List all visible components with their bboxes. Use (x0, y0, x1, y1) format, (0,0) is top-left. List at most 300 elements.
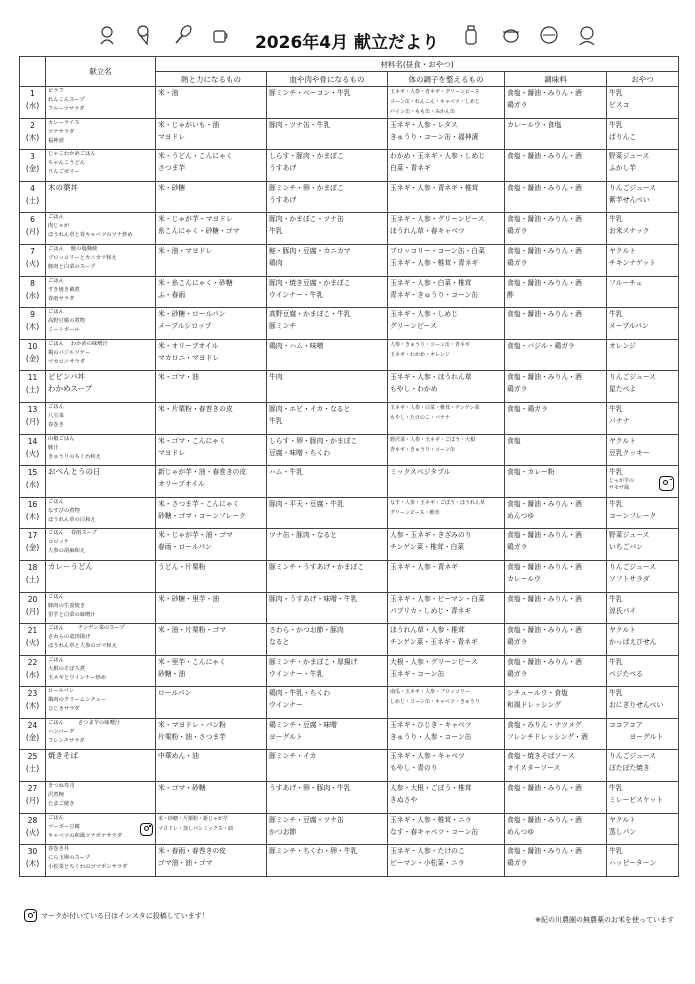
text-line: 玉ネギ・人参・ほうれん草 (390, 373, 472, 382)
text-line: わかめスープ (48, 384, 93, 394)
day-number: 24 (27, 720, 38, 730)
energy-cell (156, 592, 267, 624)
body-cell (388, 718, 505, 750)
dish-header: 献立名 (46, 57, 156, 87)
text-line: 鶏ガラ (507, 101, 528, 109)
text-line: ごはん (48, 814, 64, 821)
body-cell (388, 244, 505, 276)
dish-cell (46, 434, 156, 466)
text-line: ミートボール (48, 327, 80, 334)
dish-cell (46, 339, 156, 371)
text-line: 牛乳 (609, 404, 623, 413)
seasoning-cell (505, 687, 607, 719)
body-cell (388, 181, 505, 213)
text-line: うすあげ・卵・豚肉・牛乳 (269, 784, 351, 793)
text-line: 豚汁 (48, 444, 59, 451)
seasoning-cell (505, 529, 607, 561)
text-line: 鮭・豚肉・豆腐・カニカマ (269, 246, 351, 255)
snack-cell (607, 371, 679, 403)
weekday: (木) (25, 132, 40, 142)
text-line: ごはん チンゲン菜のスープ (48, 625, 125, 632)
menu-row (20, 308, 679, 340)
text-line: 鶏ガラ (507, 638, 528, 647)
seasoning-cell (505, 308, 607, 340)
menu-row (20, 529, 679, 561)
text-line: 春雨・ロールパン (158, 543, 212, 552)
ingredients-header: 材料名(昼食・おやつ) (156, 57, 679, 72)
day-number: 30 (27, 847, 38, 857)
text-line: カレーうどん (48, 561, 93, 571)
blood-cell (267, 624, 388, 656)
day-cell (20, 718, 46, 750)
text-line: マカロニ・マヨドレ (158, 353, 220, 362)
seasoning-cell (505, 434, 607, 466)
blood-cell (267, 402, 388, 434)
text-line: ビスコ (609, 101, 630, 109)
text-line: 食塩・醤油・みりん・酒 (507, 657, 582, 666)
text-line: 豚ミンチ・イカ (269, 752, 317, 761)
menu-row (20, 655, 679, 687)
text-line: 牛乳 (609, 120, 623, 129)
text-line: ブロッコリー・コーン缶・白菜 (390, 246, 485, 255)
energy-cell (156, 782, 267, 814)
energy-cell (156, 750, 267, 782)
day-number: 1 (30, 89, 35, 98)
snack-cell (607, 244, 679, 276)
dish-cell (46, 845, 156, 877)
menu-row (20, 371, 679, 403)
dish-cell (46, 244, 156, 276)
snack-cell (607, 687, 679, 719)
text-line: 牛乳 (609, 847, 623, 856)
snack-cell (607, 497, 679, 529)
blood-cell (267, 845, 388, 877)
text-line: 山椒ごはん (48, 435, 75, 442)
day-number: 3 (30, 152, 35, 162)
weekday: (金) (25, 164, 40, 174)
text-line: ほうれん草と春キャベツのツナ炒め (48, 232, 133, 239)
text-line: チンゲン菜・椎茸・白菜 (390, 543, 465, 552)
weekday: (水) (25, 669, 40, 679)
blood-cell (267, 371, 388, 403)
text-line: コーンフレーク (609, 511, 657, 520)
day-number: 9 (30, 310, 35, 320)
text-line: 玉ネギ・人参・グリーンピース (390, 215, 485, 224)
energy-cell (156, 718, 267, 750)
text-line: 米・油・片栗粉・ゴマ (158, 626, 226, 635)
text-line: 食塩・バジル・鶏ガラ (507, 341, 575, 350)
menu-row (20, 718, 679, 750)
blood-cell (267, 529, 388, 561)
text-line: ハム・牛乳 (269, 468, 303, 477)
seasoning-cell (505, 118, 607, 150)
day-number: 11 (27, 373, 38, 383)
text-line: れんこんスープ (48, 97, 85, 103)
text-line: キャベツの和風ツナポテサラダ (48, 832, 123, 839)
weekday: (火) (25, 638, 40, 648)
text-line: ベジたべる (609, 669, 643, 678)
text-line: 鶏肉のクリームシチュー (48, 697, 107, 704)
basket-icon (538, 24, 560, 46)
seasoning-cell (505, 655, 607, 687)
energy-cell (156, 845, 267, 877)
day-cell (20, 750, 46, 782)
text-line: 米・油・マヨドレ (158, 246, 213, 255)
text-line: 鶏ガラ (507, 859, 528, 868)
text-line: 玉ネギ・人参・レタス (390, 120, 458, 129)
energy-header: 熱と力になるもの (156, 72, 267, 87)
body-cell (388, 624, 505, 656)
seasoning-cell (505, 624, 607, 656)
text-line: オイスターソース (507, 764, 561, 773)
text-line: 米・じゃが芋・マヨドレ (158, 215, 233, 224)
dish-cell (46, 181, 156, 213)
text-line: 豚ミンチ・豆腐・ツナ缶 (269, 815, 344, 824)
text-line: きつね寿司 (48, 783, 75, 790)
text-line: 豚肉・うすあげ・味噌・牛乳 (269, 594, 358, 603)
energy-cell (156, 402, 267, 434)
text-line: 玉ネギ・人参・青ネギ・椎茸 (390, 183, 479, 192)
text-line: 砂糖・ゴマ・コーンフレーク (158, 511, 246, 520)
bottle-icon (460, 24, 482, 46)
blood-cell (267, 87, 388, 119)
snack-cell (607, 434, 679, 466)
text-line: 米・砂糖・里芋・油 (158, 594, 220, 603)
text-line: 福神漬 (48, 137, 64, 144)
footer-rice-note: ※紀の川農園の無農薬のお米を使っています (535, 916, 674, 924)
text-line: 鶏ガラ (507, 258, 528, 267)
menu-row (20, 845, 679, 877)
text-line: 鶏肉・ハム・味噌 (269, 341, 324, 350)
menu-row (20, 244, 679, 276)
day-cell (20, 624, 46, 656)
body-cell (388, 782, 505, 814)
text-line: きゅうり・コーン缶・福神漬 (390, 132, 479, 141)
text-line: 星たべよ (609, 385, 637, 394)
menu-row (20, 118, 679, 150)
text-line: 牛乳 (609, 468, 623, 477)
text-line: 食塩・醤油・みりん・酒 (507, 815, 582, 824)
day-cell (20, 466, 46, 498)
dish-cell (46, 718, 156, 750)
text-line: 人参の胡麻和え (48, 548, 86, 555)
text-line: なすびの煮物 (48, 507, 80, 514)
blood-cell (267, 750, 388, 782)
text-line: 焼きそば (48, 751, 78, 761)
text-line: 米・片栗粉・春巻きの皮 (158, 404, 233, 413)
text-line: ゴマ油・油・ゴマ (158, 859, 213, 868)
text-line: 食塩・醤油・みりん・酒 (507, 152, 582, 161)
day-number: 10 (27, 341, 38, 351)
text-line: 食塩・醤油・みりん・酒 (507, 215, 582, 224)
menu-row (20, 150, 679, 182)
snack-cell (607, 813, 679, 845)
text-line: 人参・大根・ごぼう・椎茸 (390, 784, 472, 793)
day-number: 17 (27, 531, 38, 541)
weekday: (土) (25, 385, 40, 395)
day-cell (20, 655, 46, 687)
energy-cell (156, 213, 267, 245)
text-line: 米・さつま芋・こんにゃく (158, 499, 240, 508)
text-line: 食塩・醤油・みりん・酒 (507, 183, 582, 192)
text-line: なると (269, 638, 290, 647)
text-line: シチュールウ・食塩 (507, 689, 568, 698)
text-line: 米・マヨドレ・パン粉 (158, 720, 226, 729)
energy-cell (156, 466, 267, 498)
text-line: 牛乳 (269, 227, 283, 236)
day-number: 27 (27, 784, 38, 794)
text-line: マヨドレ (158, 132, 186, 141)
text-line: パプリカ・しめじ・青ネギ (390, 606, 472, 615)
text-line: フルーツサラダ (48, 106, 85, 112)
text-line: 食塩・醤油・みりん・酒 (507, 310, 582, 319)
text-line: 鶏肉・牛乳・ちくわ (269, 689, 331, 698)
weekday: (金) (25, 732, 40, 742)
text-line: 涼氏パイ (609, 606, 637, 615)
snack-cell (607, 782, 679, 814)
blood-cell (267, 213, 388, 245)
text-line: ココアコア (609, 720, 643, 729)
text-line: 豚肉・ツナ缶・牛乳 (269, 120, 331, 129)
snack-cell (607, 592, 679, 624)
text-line: ソフトサラダ (609, 574, 650, 583)
text-line: 豚ミンチ (269, 322, 297, 331)
text-line: すき焼き風煮 (48, 286, 80, 293)
menu-row (20, 687, 679, 719)
text-line: ぱりんこ (609, 132, 637, 141)
day-number: 6 (30, 215, 35, 225)
text-line: グリーンピース・椎茸 (390, 509, 440, 516)
text-line: 米・砂糖 (158, 183, 186, 192)
text-line: 豚肉の生姜焼き (48, 602, 86, 609)
text-line: りんごジュース (609, 373, 657, 382)
snack-cell (607, 213, 679, 245)
seasoning-cell (505, 782, 607, 814)
text-line: ブロッコリーとカニカマ和え (48, 254, 117, 261)
text-line: 豚ミンチ・ベーコン・牛乳 (269, 89, 351, 97)
snack-cell (607, 308, 679, 340)
body-cell (388, 308, 505, 340)
day-cell (20, 434, 46, 466)
menu-row (20, 434, 679, 466)
body-cell (388, 466, 505, 498)
energy-cell (156, 308, 267, 340)
day-cell (20, 402, 46, 434)
text-line: きゅうり・人参・コーン缶 (390, 732, 472, 741)
day-cell (20, 845, 46, 877)
weekday: (土) (25, 195, 40, 205)
blood-cell (267, 181, 388, 213)
snack-cell (607, 624, 679, 656)
text-line: りんごジュース (609, 183, 657, 192)
text-line: 食塩・カレー粉 (507, 468, 555, 477)
text-line: 糸こんにゃく・砂糖・ゴマ (158, 227, 240, 236)
text-line: ロールパン (158, 689, 192, 698)
text-line: 鶏ミンチ・豆腐・味噌 (269, 720, 337, 729)
energy-cell (156, 655, 267, 687)
text-line: さつま芋 (158, 164, 186, 173)
text-line: 玉ネギ・わかめ・オレンジ (390, 351, 450, 358)
energy-cell (156, 624, 267, 656)
text-line: ほうれん草と人参のゴマ和え (48, 643, 117, 650)
snack-cell (607, 402, 679, 434)
seasoning-cell (505, 813, 607, 845)
text-line: 牛乳 (609, 215, 623, 224)
snack-cell (607, 560, 679, 592)
text-line: カレールウ・食塩 (507, 120, 562, 129)
text-line: 玉ネギ・人参・しめじ (390, 310, 458, 319)
text-line: ヤクルト (609, 436, 636, 445)
text-line: ハッピーターン (609, 859, 657, 868)
blood-cell (267, 150, 388, 182)
text-line: 豚ミンチ・卵・かまぼこ (269, 183, 344, 192)
text-line: 食塩・醤油・みりん・酒 (507, 626, 582, 635)
text-line: グリーンピース (390, 322, 437, 331)
dish-cell (46, 624, 156, 656)
day-cell (20, 87, 46, 119)
text-line: いちごパン (609, 543, 643, 552)
snack-cell (607, 845, 679, 877)
energy-cell (156, 434, 267, 466)
energy-cell (156, 560, 267, 592)
blood-cell (267, 466, 388, 498)
dish-cell (46, 497, 156, 529)
text-line: 野菜ジュース (609, 152, 650, 161)
text-line: 八宝菜 (48, 412, 64, 419)
day-number: 4 (30, 183, 35, 193)
text-line: じゃが芋の (609, 478, 635, 485)
text-line: なす・春キャベツ・コーン缶 (390, 827, 479, 836)
body-cell (388, 529, 505, 561)
text-line: わかめ・玉ネギ・人参・しめじ (390, 152, 486, 161)
text-line: ヤクルト (609, 626, 636, 635)
text-line: 玉ネギ・人参・白菜・椎茸・チンゲン菜 (390, 404, 480, 411)
energy-cell (156, 181, 267, 213)
seasoning-cell (505, 181, 607, 213)
day-cell (20, 592, 46, 624)
text-line: 野菜ジュース (609, 531, 650, 540)
body-cell (388, 339, 505, 371)
text-line: 春巻き丼 (48, 846, 70, 853)
menu-row (20, 624, 679, 656)
text-line: 鶏ガラ (507, 543, 528, 552)
text-line: 鶏ガラ (507, 227, 528, 236)
text-line: ロールパン (48, 688, 75, 695)
text-line: 米・ゴマ・こんにゃく (158, 436, 226, 445)
text-line: ウインナー・牛乳 (269, 290, 324, 299)
text-line: 青ネギ・きゅうり・コーン缶 (390, 290, 479, 299)
text-line: ごはん (48, 593, 64, 600)
text-line: 牛乳 (269, 416, 283, 425)
menu-table (19, 56, 679, 877)
text-line: ピーマン・小松菜・ニラ (390, 859, 465, 868)
text-line: サモサ風 (609, 485, 630, 492)
text-line: ごはん (48, 309, 64, 316)
blood-cell (267, 118, 388, 150)
day-number: 18 (27, 562, 38, 572)
text-line: マヨドレ・蒸しパンミックス・油 (158, 825, 233, 832)
text-line: 豆乳クッキー (609, 448, 650, 457)
text-line: 蒸しパン (609, 827, 637, 836)
text-line: うどん・片栗粉 (158, 562, 206, 571)
weekday: (月) (25, 416, 40, 426)
dish-cell (46, 213, 156, 245)
energy-cell (156, 118, 267, 150)
dish-cell (46, 529, 156, 561)
text-line: 米・ゴマ・砂糖 (158, 784, 206, 793)
text-line: ごはん (48, 656, 64, 663)
text-line: うすあげ (269, 164, 297, 173)
text-line: チンゲン菜・玉ネギ・青ネギ (390, 638, 478, 647)
dish-cell (46, 308, 156, 340)
text-line: じゃこわかめごはん (48, 151, 96, 158)
text-line: ごはん わかめの味噌汁 (48, 340, 108, 347)
text-line: 玉ネギ・人参・たけのこ (390, 847, 465, 856)
day-cell (20, 813, 46, 845)
text-line: 人参・きゅうり・コーン缶・青ネギ (390, 341, 470, 348)
dish-cell (46, 813, 156, 845)
text-line: メープルシロップ (158, 322, 212, 331)
text-line: 鶏ガラ (507, 669, 528, 678)
text-line: ほうれん草・人参・椎茸 (390, 626, 465, 635)
day-cell (20, 560, 46, 592)
child-icon (576, 24, 598, 46)
seasoning-cell (505, 339, 607, 371)
text-line: カレーライス (48, 119, 80, 126)
blood-cell (267, 655, 388, 687)
dish-cell (46, 592, 156, 624)
text-line: かつお節 (269, 827, 297, 836)
snack-header: おやつ (607, 72, 679, 87)
text-line: ごはん (48, 277, 64, 284)
blood-cell (267, 813, 388, 845)
text-line: 牛乳 (609, 310, 623, 319)
text-line: マヨドレ (158, 448, 186, 457)
text-line: 米・春雨・春巻きの皮 (158, 847, 226, 856)
day-number: 16 (27, 499, 38, 509)
text-line: 牛乳 (609, 689, 623, 698)
day-number: 25 (27, 752, 38, 762)
text-line: きゅうりのちくわ和え (48, 453, 101, 460)
text-line: 鶏ガラ (507, 385, 528, 394)
day-number: 22 (27, 657, 38, 667)
snack-cell (607, 150, 679, 182)
day-number: 14 (27, 436, 38, 446)
text-line: 玉ネギ・人参・椎茸・ニラ (390, 815, 472, 824)
text-line: もやし・わかめ (390, 385, 438, 394)
text-line: 豚肉・平天・豆腐・牛乳 (269, 499, 344, 508)
text-line: ごはん (48, 403, 64, 410)
day-number: 20 (27, 594, 38, 604)
menu-row (20, 813, 679, 845)
text-line: カレールウ (507, 574, 541, 583)
weekday: (水) (25, 290, 40, 300)
menu-row (20, 87, 679, 119)
text-line: 白菜・青ネギ (390, 164, 431, 173)
text-line: 南瓜・玉ネギ・人参・ブロッコリー (390, 689, 470, 696)
day-cell (20, 276, 46, 308)
weekday: (水) (25, 101, 40, 110)
text-line: ウインナー (269, 701, 303, 710)
dish-cell (46, 87, 156, 119)
blood-cell (267, 276, 388, 308)
menu-row (20, 750, 679, 782)
text-line: 豚肉と白菜のスープ (48, 263, 96, 270)
text-line: 米・油 (158, 89, 179, 97)
day-number: 2 (30, 120, 35, 130)
text-line: フレンチサラダ (48, 737, 85, 744)
menu-row (20, 782, 679, 814)
